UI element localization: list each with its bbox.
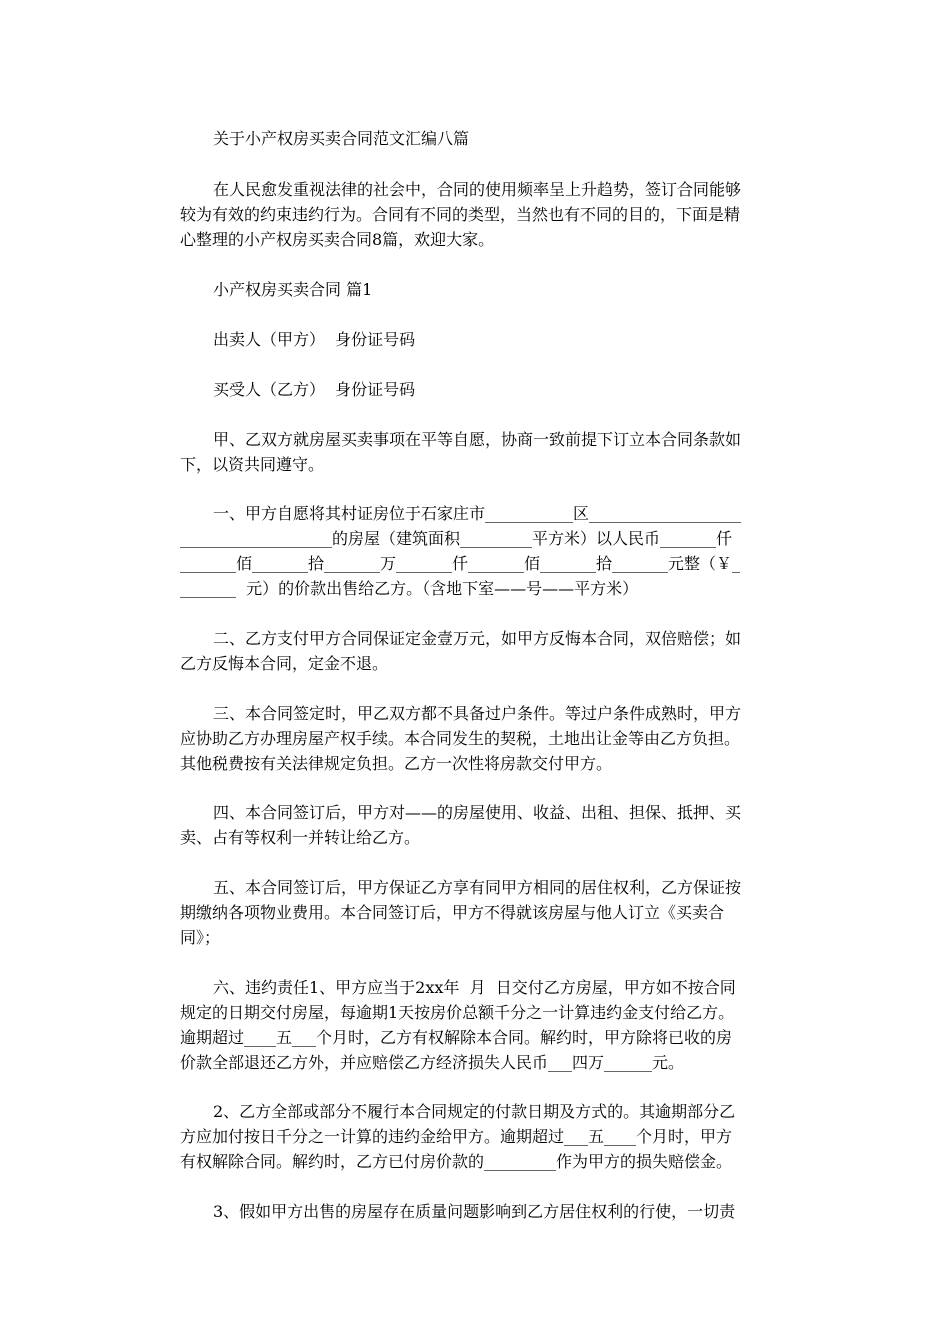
clause2-line: 乙方反悔本合同，定金不退。: [180, 654, 389, 673]
clause5-line: 五、本合同签订后，甲方保证乙方享有同甲方相同的居住权利，乙方保证按: [213, 878, 742, 897]
intro-line: 较为有效的约束违约行为。合同有不同的类型，当然也有不同的目的，下面是精: [180, 205, 741, 224]
clause6-line: 逾期超过____五___个月时，乙方有权解除本合同。解约时，甲方除将已收的房: [180, 1028, 733, 1047]
clause4-line: 卖、占有等权利一并转让给乙方。: [180, 828, 421, 847]
clause6-line: 六、违约责任1、甲方应当于2xx年 月 日交付乙方房屋，甲方如不按合同: [213, 978, 736, 997]
clause6-line: 规定的日期交付房屋，每逾期1天按房价总额千分之一计算违约金支付给乙方。: [180, 1003, 735, 1022]
clause3-line: 其他税费按有关法律规定负担。乙方一次性将房款交付甲方。: [180, 754, 613, 773]
clause6-2-line: 方应加付按日千分之一计算的违约金给甲方。逾期超过___五____个月时，甲方: [180, 1127, 733, 1146]
clause3-line: 三、本合同签定时，甲乙双方都不具备过户条件。等过户条件成熟时，甲方: [213, 704, 742, 723]
clause4-line: 四、本合同签订后，甲方对——的房屋使用、收益、出租、担保、抵押、买: [213, 803, 742, 822]
clause6-2-line: 2、乙方全部或部分不履行本合同规定的付款日期及方式的。其逾期部分乙: [213, 1102, 736, 1121]
clause1-line: _______ 元）的价款出售给乙方。（含地下室——号——平方米）: [180, 579, 639, 598]
document-title: 关于小产权房买卖合同范文汇编八篇: [213, 129, 470, 148]
clause1-line: _______佰_______拾_______万_______仟_______佰_______拾_______元整（￥_: [180, 554, 741, 573]
clause3-line: 应协助乙方办理房屋产权手续。本合同发生的契税，土地出让金等由乙方负担。: [180, 729, 741, 748]
clause2-line: 二、乙方支付甲方合同保证定金壹万元，如甲方反悔本合同，双倍赔偿；如: [213, 629, 742, 648]
preamble-line: 甲、乙双方就房屋买卖事项在平等自愿，协商一致前提下订立本合同条款如: [213, 430, 742, 449]
section-heading: 小产权房买卖合同 篇1: [213, 280, 373, 299]
seller-line: 出卖人（甲方） 身份证号码: [213, 330, 416, 349]
clause6-3-line: 3、假如甲方出售的房屋存在质量问题影响到乙方居住权利的行使，一切责: [213, 1202, 736, 1221]
clause1-line: ___________________的房屋（建筑面积_________平方米）以人民币_______仟: [180, 529, 733, 548]
preamble-line: 下，以资共同遵守。: [180, 455, 325, 474]
buyer-line: 买受人（乙方） 身份证号码: [213, 380, 416, 399]
clause5-line: 同》；: [180, 928, 221, 947]
intro-line: 心整理的小产权房买卖合同8篇，欢迎大家。: [180, 230, 495, 249]
clause1-line: 一、甲方自愿将其村证房位于石家庄市___________区___________________: [213, 504, 742, 523]
clause5-line: 期缴纳各项物业费用。本合同签订后，甲方不得就该房屋与他人订立《买卖合: [180, 903, 725, 922]
clause6-line: 价款全部退还乙方外，并应赔偿乙方经济损失人民币___四万______元。: [180, 1053, 685, 1072]
clause6-2-line: 有权解除合同。解约时，乙方已付房价款的_________作为甲方的损失赔偿金。: [180, 1152, 733, 1171]
intro-line: 在人民愈发重视法律的社会中，合同的使用频率呈上升趋势，签订合同能够: [213, 180, 742, 199]
